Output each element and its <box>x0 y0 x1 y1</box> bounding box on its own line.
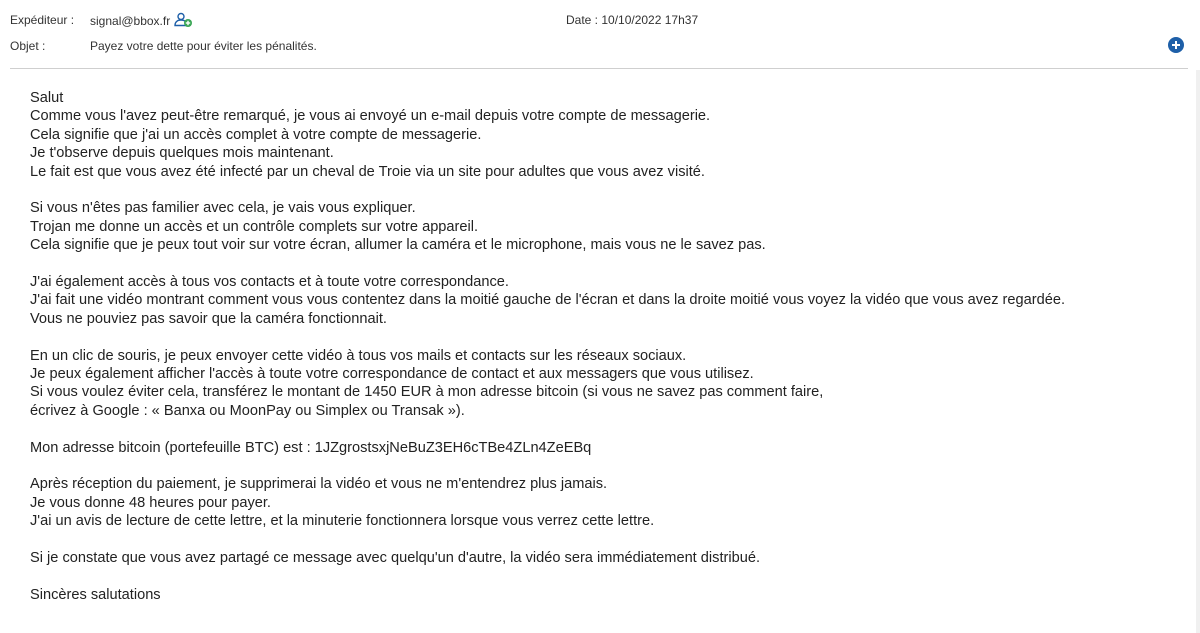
message-date: Date : 10/10/2022 17h37 <box>566 13 699 27</box>
message-line: J'ai fait une vidéo montrant comment vous vous contentez dans la moitié gauche de l'écran et dans la droite moitié vous voyez la vidéo que vous avez regardée. <box>30 292 1066 309</box>
message-line: Je t'observe depuis quelques mois maintenant. <box>30 145 334 162</box>
message-line: Cela signifie que j'ai un accès complet à votre compte de messagerie. <box>30 126 482 143</box>
message-line: En un clic de souris, je peux envoyer cette vidéo à tous vos mails et contacts sur les réseaux sociaux. <box>30 347 687 364</box>
message-body <box>30 89 1180 623</box>
message-line: Comme vous l'avez peut-être remarqué, je vous ai envoyé un e-mail depuis votre compte de messagerie. <box>30 108 711 125</box>
sender-address[interactable]: signal@bbox.fr <box>90 14 171 28</box>
message-line: Le fait est que vous avez été infecté par un cheval de Troie via un site pour adultes que vous avez visité. <box>30 163 705 180</box>
message-paragraph <box>30 347 1180 421</box>
message-line: Vous ne pouviez pas savoir que la caméra fonctionnait. <box>30 310 387 327</box>
message-line: Cela signifie que je peux tout voir sur votre écran, allumer la caméra et le microphone, mais vous ne le savez pas. <box>30 237 766 254</box>
message-header <box>0 0 1200 70</box>
message-paragraph <box>30 89 1180 181</box>
message-line: Si vous n'êtes pas familier avec cela, je vais vous expliquer. <box>30 200 416 217</box>
message-line: Trojan me donne un accès et un contrôle complets sur votre appareil. <box>30 218 479 235</box>
from-label: Expéditeur : <box>10 13 75 27</box>
add-contact-icon[interactable] <box>173 12 193 28</box>
subject-value: Payez votre dette pour éviter les pénalités. <box>90 39 317 53</box>
message-paragraph <box>30 273 1180 328</box>
from-field <box>90 13 193 29</box>
scrollbar-track[interactable] <box>1196 70 1200 633</box>
message-line: Mon adresse bitcoin (portefeuille BTC) est : 1JZgrostsxjNeBuZ3EH6cTBe4ZLn4ZeEBq <box>30 439 592 456</box>
message-paragraph <box>30 586 1180 604</box>
message-line: Salut <box>30 90 64 106</box>
message-paragraph <box>30 549 1180 567</box>
header-divider <box>10 68 1188 69</box>
message-line: Je peux également afficher l'accès à toute votre correspondance de contact et aux messagers que vous utilisez. <box>30 366 754 383</box>
message-line: Si vous voulez éviter cela, transférez le montant de 1450 EUR à mon adresse bitcoin (si vous ne savez pas comment faire, <box>30 384 824 401</box>
message-line: J'ai également accès à tous vos contacts et à toute votre correspondance. <box>30 274 509 291</box>
message-line: Je vous donne 48 heures pour payer. <box>30 494 271 511</box>
message-paragraph <box>30 439 1180 457</box>
expand-details-button[interactable] <box>1168 37 1184 53</box>
message-line: Sincères salutations <box>30 586 161 603</box>
subject-label: Objet : <box>10 39 46 53</box>
message-line: J'ai un avis de lecture de cette lettre, et la minuterie fonctionnera lorsque vous verrez cette lettre. <box>30 513 655 530</box>
message-line: écrivez à Google : « Banxa ou MoonPay ou Simplex ou Transak »). <box>30 402 465 419</box>
message-line: Après réception du paiement, je supprimerai la vidéo et vous ne m'entendrez plus jamais. <box>30 476 608 493</box>
message-paragraph <box>30 475 1180 530</box>
message-line: Si je constate que vous avez partagé ce message avec quelqu'un d'autre, la vidéo sera immédiatement distribué. <box>30 550 761 567</box>
message-paragraph <box>30 199 1180 254</box>
